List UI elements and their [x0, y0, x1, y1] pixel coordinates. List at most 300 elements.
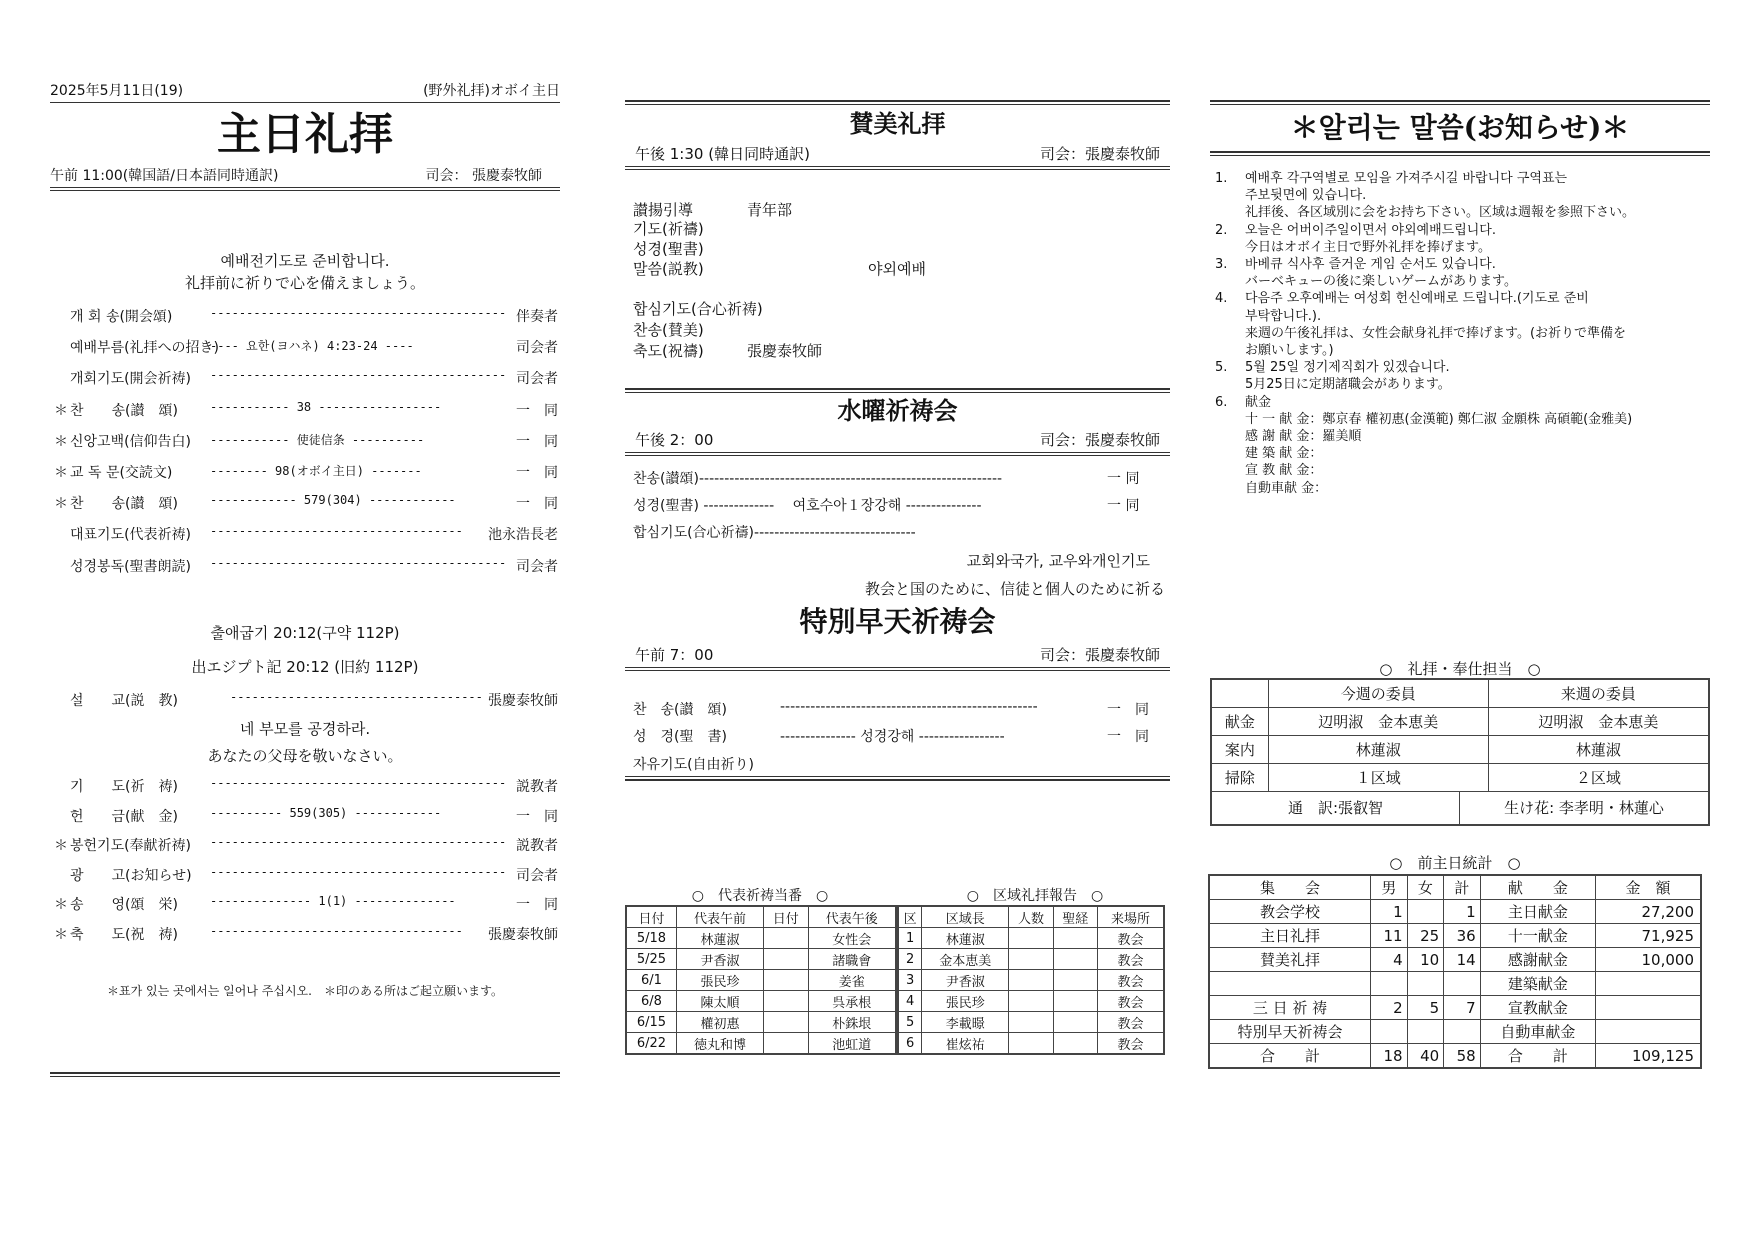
duty-table-header: [1211, 679, 1268, 708]
stats-table-cell: 自動車献金: [1480, 1020, 1595, 1044]
region-table-header: 来場所: [1097, 906, 1164, 928]
wed-r3: 합심기도(合心祈禱)--------------------------------: [633, 525, 916, 541]
duty-table-cell: １区域: [1268, 764, 1488, 792]
region-table-cell: 教会: [1097, 1012, 1164, 1033]
dawn-r2-dashes: --------------- 성경강해 -----------------: [780, 729, 1005, 745]
prep-jp: 礼拝前に祈りで心を備えましょう。: [184, 274, 425, 292]
sermon-dashes: -----------------------------------: [230, 690, 483, 704]
stats-table-cell: [1371, 1020, 1408, 1044]
notice-text: 5月25日に定期諸職会があります。: [1245, 377, 1451, 393]
stats-table-cell: [1596, 972, 1702, 996]
stats-table-cell: 5: [1407, 996, 1444, 1020]
notice-line: [1215, 376, 1745, 393]
prayer-table-cell: 尹香淑: [676, 949, 763, 970]
order-item-detail: -----------------------------------------: [210, 306, 507, 320]
notice-line: [1215, 290, 1745, 307]
stats-table: [1208, 874, 1702, 1069]
duty-table-cell: 辺明淑 金本恵美: [1268, 708, 1488, 736]
required-standing-mark: ＊: [54, 465, 68, 481]
stats-table-cell: 1: [1444, 900, 1481, 924]
prayer-table-cell: [764, 991, 808, 1012]
praise-time: 午後 1:30 (韓日同時通訳): [635, 145, 810, 163]
flowers: 生け花: 李孝明・林蓮心: [1504, 799, 1664, 817]
duty-table-header: 今週の委員: [1268, 679, 1488, 708]
stats-table-cell: 主日献金: [1480, 900, 1595, 924]
stats-table-cell: 71,925: [1596, 924, 1702, 948]
order-item-detail: -----------------------------------------: [210, 776, 507, 790]
prayer-table-cell: 權初惠: [676, 1012, 763, 1033]
notice-line: [1215, 325, 1745, 342]
stats-table-cell: 1: [1371, 900, 1408, 924]
prayer-table-cell: 徳丸和博: [676, 1033, 763, 1055]
duty-table-row: [1211, 708, 1709, 736]
prayer-table-header: 代表午後: [808, 906, 896, 928]
order-row: [50, 368, 560, 394]
notice-number: [1215, 462, 1245, 479]
order-row: [50, 462, 560, 488]
stats-table-header: 献 金: [1480, 875, 1595, 900]
notice-text: 今日はオボイ主日で野外礼拝を捧げます。: [1245, 239, 1491, 255]
order-item-label: 개 회 송(開会頌): [70, 309, 173, 325]
stats-table-cell: 25: [1407, 924, 1444, 948]
praise-l1b: 青年部: [747, 201, 793, 219]
stats-table-cell: [1407, 1020, 1444, 1044]
prayer-table-cell: 林蓮淑: [676, 928, 763, 949]
stats-title: ○ 前主日統計 ○: [1389, 854, 1521, 872]
stats-table-row: [1209, 1020, 1701, 1044]
required-standing-mark: ＊: [54, 897, 68, 913]
stats-table-row: [1209, 948, 1701, 972]
standing-note: ＊표가 있는 곳에서는 일어나 주십시오. ＊印のある所はご起立願います。: [107, 984, 503, 998]
order-item-label: 광 고(お知らせ): [70, 867, 192, 884]
stats-table-cell: 宣教献金: [1480, 996, 1595, 1020]
notice-text: 自動車献 金：: [1245, 480, 1328, 496]
stats-table-cell: 58: [1444, 1044, 1481, 1069]
order-of-service: [50, 306, 560, 606]
region-table-cell: [1053, 1012, 1097, 1033]
order-item-label: 대표기도(代表祈祷): [70, 527, 192, 544]
order-of-service-2: [50, 776, 560, 966]
stats-table-cell: 合 計: [1209, 1044, 1371, 1069]
notice-number: [1215, 325, 1245, 342]
notice-number: 6.: [1215, 394, 1228, 410]
region-table-cell: 2: [898, 949, 922, 970]
notice-text: 다음주 오후예배는 여성회 헌신예배로 드립니다.(기도로 준비: [1245, 291, 1589, 307]
region-table-row: [898, 928, 1164, 949]
stats-table-row: [1209, 1044, 1701, 1069]
notice-text: 5월 25일 정기제직회가 있겠습니다.: [1245, 360, 1450, 376]
notice-number: [1215, 411, 1245, 428]
order-row: [50, 524, 560, 550]
notice-text: お願いします。): [1245, 343, 1334, 359]
notice-number: [1215, 308, 1245, 325]
service-type: (野外礼拝)オボイ主日: [423, 83, 560, 99]
stats-table-cell: 109,125: [1596, 1044, 1702, 1069]
stats-table-header: 金 額: [1596, 875, 1702, 900]
notice-list: [1215, 170, 1745, 497]
required-standing-mark: ＊: [54, 402, 68, 419]
region-report-table: [897, 905, 1165, 1055]
prayer-table-row: [626, 928, 896, 949]
notice-line: [1215, 445, 1745, 462]
prayer-table-cell: 6/1: [626, 970, 676, 991]
page-title: 主日礼拝: [217, 109, 393, 160]
order-row: [50, 431, 560, 457]
region-table-row: [898, 970, 1164, 991]
stats-table-row: [1209, 924, 1701, 948]
region-table-header: 区: [898, 906, 922, 928]
order-row: [50, 400, 560, 426]
order-item-label: 성경봉독(聖書朗読): [70, 558, 192, 575]
stats-table-cell: 特別早天祈祷会: [1209, 1020, 1371, 1044]
prayer-table-cell: 6/15: [626, 1012, 676, 1033]
notice-number: 5.: [1215, 360, 1228, 376]
stats-table-cell: [1407, 972, 1444, 996]
stats-table-row: [1209, 972, 1701, 996]
praise-l3: 성경(聖書): [633, 240, 704, 258]
duty-table-cell: 献金: [1211, 708, 1268, 736]
order-item-detail: ----------- 38 -----------------: [210, 399, 442, 414]
notice-line: [1215, 204, 1745, 221]
prayer-table-row: [626, 991, 896, 1012]
notice-title: ＊알리는 말씀(お知らせ)＊: [1290, 111, 1630, 144]
praise-section: [625, 100, 1170, 170]
stats-table-cell: 建築献金: [1480, 972, 1595, 996]
notice-text: 献金: [1245, 394, 1272, 410]
duty-table-cell: ２区域: [1488, 764, 1709, 792]
region-table-cell: [1053, 991, 1097, 1012]
required-standing-mark: ＊: [54, 838, 68, 854]
wed-r2-who: 一 同: [1107, 498, 1140, 514]
notice-number: [1215, 204, 1245, 221]
stats-table-cell: 14: [1444, 948, 1481, 972]
notice-line: [1215, 222, 1745, 239]
order-item-label: 찬 송(讃 頌): [70, 402, 178, 419]
prayer-table-cell: 5/25: [626, 949, 676, 970]
duty-table-row: [1211, 736, 1709, 764]
stats-table-cell: 7: [1444, 996, 1481, 1020]
notice-line: [1215, 170, 1745, 187]
notice-line: [1215, 187, 1745, 204]
region-table-cell: 5: [898, 1012, 922, 1033]
order-item-label: 축 도(祝 祷): [70, 926, 178, 943]
stats-table-cell: 4: [1371, 948, 1408, 972]
stats-table-cell: 18: [1371, 1044, 1408, 1069]
prayer-table-cell: [764, 970, 808, 991]
region-table-cell: [1009, 949, 1053, 970]
order-item-leader: 司会者: [516, 371, 558, 388]
notice-text: 感 謝 献 金：羅美順: [1245, 429, 1362, 445]
order-item-label: 봉헌기도(奉献祈祷): [70, 838, 192, 854]
region-table-cell: 教会: [1097, 970, 1164, 991]
dawn-r1: 찬 송(讃 頌): [633, 702, 727, 718]
region-table-row: [898, 991, 1164, 1012]
prayer-table-cell: 6/22: [626, 1033, 676, 1055]
order-item-detail: -------- 98(オボイ主日) -------: [210, 464, 422, 478]
order-item-detail: ------------ 579(304) ------------: [210, 493, 456, 508]
sermon-preacher: 張慶泰牧師: [488, 693, 558, 709]
order-row: [50, 924, 560, 950]
region-table-cell: [1053, 949, 1097, 970]
scripture-jp: 出エジプト記 20:12 (旧約 112P): [191, 658, 419, 676]
order-item-leader: 司会者: [516, 340, 558, 357]
order-item-leader: 司会者: [516, 867, 558, 884]
stats-table-cell: 合 計: [1480, 1044, 1595, 1069]
order-item-leader: 張慶泰牧師: [488, 926, 558, 943]
duty-table-header: 来週の委員: [1488, 679, 1709, 708]
notice-line: [1215, 359, 1745, 376]
stats-table-cell: 40: [1407, 1044, 1444, 1069]
order-item-leader: 一 同: [516, 465, 558, 481]
stats-table-header: 男: [1371, 875, 1408, 900]
prayer-table-cell: [764, 1033, 808, 1055]
region-table-row: [898, 1012, 1164, 1033]
prayer-table-row: [626, 1012, 896, 1033]
praise-l1a: 讃揚引導: [633, 201, 694, 219]
region-table-header: 聖経: [1053, 906, 1097, 928]
praise-l4b: 야외예배: [868, 260, 926, 278]
order-item-detail: -------------- 1(1) --------------: [210, 894, 456, 908]
order-item-leader: 説教者: [516, 838, 558, 854]
dawn-presider: 司会：張慶泰牧師: [1039, 646, 1160, 664]
order-row: [50, 306, 560, 332]
notice-number: [1215, 445, 1245, 462]
notice-number: [1215, 376, 1245, 393]
order-item-detail: -----------------------------------: [210, 923, 463, 938]
duty-table-cell: 辺明淑 金本恵美: [1488, 708, 1709, 736]
order-item-leader: 司会者: [516, 558, 558, 575]
praise-l7b: 張慶泰牧師: [747, 342, 823, 360]
wed-section: [625, 388, 1170, 456]
prayer-table-cell: 6/8: [626, 991, 676, 1012]
order-item-label: 교 독 문(交読文): [70, 465, 173, 481]
stats-table-cell: [1596, 996, 1702, 1020]
region-table-cell: 崔炫祐: [922, 1033, 1009, 1055]
region-table-cell: [1009, 1012, 1053, 1033]
order-item-detail: ---------- 559(305) ------------: [210, 805, 442, 820]
order-item-leader: 一 同: [516, 496, 558, 513]
notice-number: [1215, 273, 1245, 290]
region-table-cell: 1: [898, 928, 922, 949]
dawn-r2: 성 경(聖 書): [633, 729, 727, 745]
wed-r4: 교회와국가, 교우와개인기도: [966, 552, 1150, 570]
stats-table-cell: 36: [1444, 924, 1481, 948]
stats-table-cell: [1444, 972, 1481, 996]
stats-table-cell: [1209, 972, 1371, 996]
notice-text: 주보뒷면에 있습니다.: [1245, 188, 1367, 204]
notice-number: [1215, 480, 1245, 497]
order-item-detail: -----------------------------------------: [210, 864, 507, 879]
order-item-leader: 一 同: [516, 402, 558, 419]
order-item-detail: -----------------------------------------: [210, 555, 507, 570]
prayer-table-cell: 女性会: [808, 928, 896, 949]
notice-section: [1210, 100, 1710, 156]
praise-l5: 합심기도(合心祈祷): [633, 300, 763, 318]
prayer-table-cell: 呉承根: [808, 991, 896, 1012]
dawn-r1-dashes: ---------------------------------------------------: [780, 699, 1038, 715]
col1-bottom-rule: [50, 1072, 560, 1077]
notice-number: 2.: [1215, 222, 1228, 238]
interpreter: 通 訳:張叡智: [1212, 792, 1460, 824]
dawn-section: [625, 600, 1170, 671]
region-table-cell: [1053, 1033, 1097, 1055]
prayer-table-row: [626, 1033, 896, 1055]
notice-line: [1215, 480, 1745, 497]
notice-number: 1.: [1215, 171, 1228, 186]
stats-table-cell: [1444, 1020, 1481, 1044]
stats-table-cell: 三 日 祈 祷: [1209, 996, 1371, 1020]
region-table-cell: 4: [898, 991, 922, 1012]
notice-text: 十 一 献 金：鄭京春 權初惠(金漢範) 鄭仁淑 金願株 高碩範(金雅美): [1245, 411, 1633, 427]
required-standing-mark: ＊: [54, 496, 68, 513]
notice-number: [1215, 187, 1245, 204]
stats-table-cell: [1407, 900, 1444, 924]
dawn-bottom-rule: [625, 776, 1170, 781]
notice-line: [1215, 428, 1745, 445]
duty-table-cell: 林蓮淑: [1488, 736, 1709, 764]
prayer-table-cell: 姜雀: [808, 970, 896, 991]
region-table-cell: 金本恵美: [922, 949, 1009, 970]
order-row: [50, 337, 560, 363]
required-standing-mark: ＊: [54, 926, 68, 943]
notice-line: [1215, 462, 1745, 479]
duty-table-cell: 林蓮淑: [1268, 736, 1488, 764]
sermon-title-ko: 네 부모를 공경하라.: [239, 720, 371, 738]
stats-table-cell: [1371, 972, 1408, 996]
duty-table-cell: 掃除: [1211, 764, 1268, 792]
stats-table-cell: 感謝献金: [1480, 948, 1595, 972]
required-standing-mark: ＊: [54, 433, 68, 450]
order-item-leader: 一 同: [516, 433, 558, 450]
notice-line: [1215, 239, 1745, 256]
stats-table-cell: 2: [1371, 996, 1408, 1020]
notice-text: 礼拝後、各区域別に会をお持ち下さい。区域は週報を参照下さい。: [1245, 205, 1636, 221]
prayer-table-row: [626, 970, 896, 991]
notice-text: 오늘은 어버이주일이면서 야외예배드립니다.: [1245, 222, 1496, 238]
order-row: [50, 556, 560, 582]
stats-table-header: 計: [1444, 875, 1481, 900]
notice-line: [1215, 273, 1745, 290]
order-item-label: 송 영(頌 栄): [70, 897, 178, 913]
stats-table-cell: 賛美礼拝: [1209, 948, 1371, 972]
region-table-cell: [1009, 928, 1053, 949]
order-item-label: 헌 금(献 金): [70, 808, 178, 825]
stats-table-cell: 27,200: [1596, 900, 1702, 924]
notice-line: [1215, 394, 1745, 411]
dawn-r2-who: 一 同: [1107, 729, 1149, 745]
prayer-table-cell: 5/18: [626, 928, 676, 949]
stats-table-row: [1209, 900, 1701, 924]
order-item-leader: 池永浩長老: [488, 527, 558, 544]
order-item-label: 개회기도(開会祈祷): [70, 371, 192, 388]
wed-r5: 教会と国のために、信徒と個人のために祈る: [864, 580, 1165, 598]
region-table-cell: 教会: [1097, 991, 1164, 1012]
notice-number: 3.: [1215, 257, 1228, 273]
wed-title: 水曜祈祷会: [837, 396, 958, 425]
notice-text: 宣 教 献 金：: [1245, 463, 1323, 479]
praise-l7a: 축도(祝禱): [633, 342, 704, 360]
stats-table-cell: 教会学校: [1209, 900, 1371, 924]
prayer-table-header: 日付: [764, 906, 808, 928]
order-item-detail: -----------------------------------------: [210, 835, 507, 849]
prayer-table-title: ○ 代表祈祷当番 ○: [691, 888, 829, 904]
order-item-detail: ---- 요한(ヨハネ) 4:23-24 ----: [210, 339, 414, 354]
stats-table-cell: 10: [1407, 948, 1444, 972]
wed-r2: 성경(聖書) -------------- 여호수아１장강해 ---------------: [633, 498, 982, 514]
prayer-table-cell: 諸職會: [808, 949, 896, 970]
dawn-r3: 자유기도(自由祈り): [633, 757, 755, 773]
region-table-cell: 教会: [1097, 1033, 1164, 1055]
order-item-label: 기 도(祈 祷): [70, 779, 178, 795]
notice-line: [1215, 308, 1745, 325]
region-table-cell: [1009, 970, 1053, 991]
duty-table-row: [1211, 764, 1709, 792]
order-row: [50, 493, 560, 519]
notice-text: 부탁합니다.).: [1245, 308, 1322, 324]
stats-table-cell: [1596, 1020, 1702, 1044]
prayer-duty-table: [625, 905, 897, 1055]
order-item-label: 신앙고백(信仰告白): [70, 433, 192, 450]
order-item-detail: -----------------------------------------: [210, 368, 507, 383]
order-item-leader: 一 同: [516, 897, 558, 913]
region-table-header: 人数: [1009, 906, 1053, 928]
worship-header: [50, 80, 560, 191]
prayer-table-cell: 張民珍: [676, 970, 763, 991]
region-table-cell: [1053, 928, 1097, 949]
wed-r1: 찬송(讃頌)------------------------------------------------------------: [633, 471, 1003, 487]
praise-presider: 司会：張慶泰牧師: [1039, 145, 1160, 163]
prayer-table-header: 日付: [626, 906, 676, 928]
region-table-cell: 張民珍: [922, 991, 1009, 1012]
prayer-table-cell: [764, 1012, 808, 1033]
order-row: [50, 894, 560, 920]
region-table-row: [898, 949, 1164, 970]
region-table-cell: 教会: [1097, 949, 1164, 970]
order-row: [50, 776, 560, 802]
stats-table-cell: 11: [1371, 924, 1408, 948]
order-item-leader: 説教者: [516, 779, 558, 795]
prayer-table-cell: 池虹道: [808, 1033, 896, 1055]
order-row: [50, 865, 560, 891]
stats-table-row: [1209, 996, 1701, 1020]
prayer-table-cell: [764, 949, 808, 970]
prayer-table-row: [626, 949, 896, 970]
order-item-label: 찬 송(讃 頌): [70, 496, 178, 513]
notice-line: [1215, 342, 1745, 359]
bulletin-date: 2025年5月11日(19): [50, 83, 184, 99]
stats-table-cell: 10,000: [1596, 948, 1702, 972]
sermon-row: [50, 690, 560, 716]
order-row: [50, 835, 560, 861]
region-table-cell: 林蓮淑: [922, 928, 1009, 949]
order-item-detail: ----------- 使徒信条 ----------: [210, 432, 425, 447]
prayer-table-cell: 朴銖垠: [808, 1012, 896, 1033]
notice-text: 바베큐 식사후 즐거운 게임 순서도 있습니다.: [1245, 257, 1496, 273]
notice-text: 来週の午後礼拝は、女性会献身礼拝で捧げます。(お祈りで準備を: [1245, 325, 1627, 341]
stats-table-header: 女: [1407, 875, 1444, 900]
service-presider: 司会： 張慶泰牧師: [425, 168, 542, 184]
region-table-cell: [1009, 991, 1053, 1012]
dawn-r1-who: 一 同: [1107, 702, 1149, 718]
sermon-label: 설 교(説 教): [70, 693, 178, 709]
region-table-row: [898, 1033, 1164, 1055]
notice-text: 建 築 献 金：: [1245, 446, 1323, 462]
order-item-label: 예배부름(礼拝への招き): [70, 340, 220, 357]
duty-table: [1210, 678, 1710, 826]
duty-title: ○ 礼拝・奉仕担当 ○: [1379, 660, 1541, 678]
prep-ko: 예배전기도로 준비합니다.: [220, 252, 390, 270]
dawn-title: 特別早天祈祷会: [799, 605, 996, 638]
